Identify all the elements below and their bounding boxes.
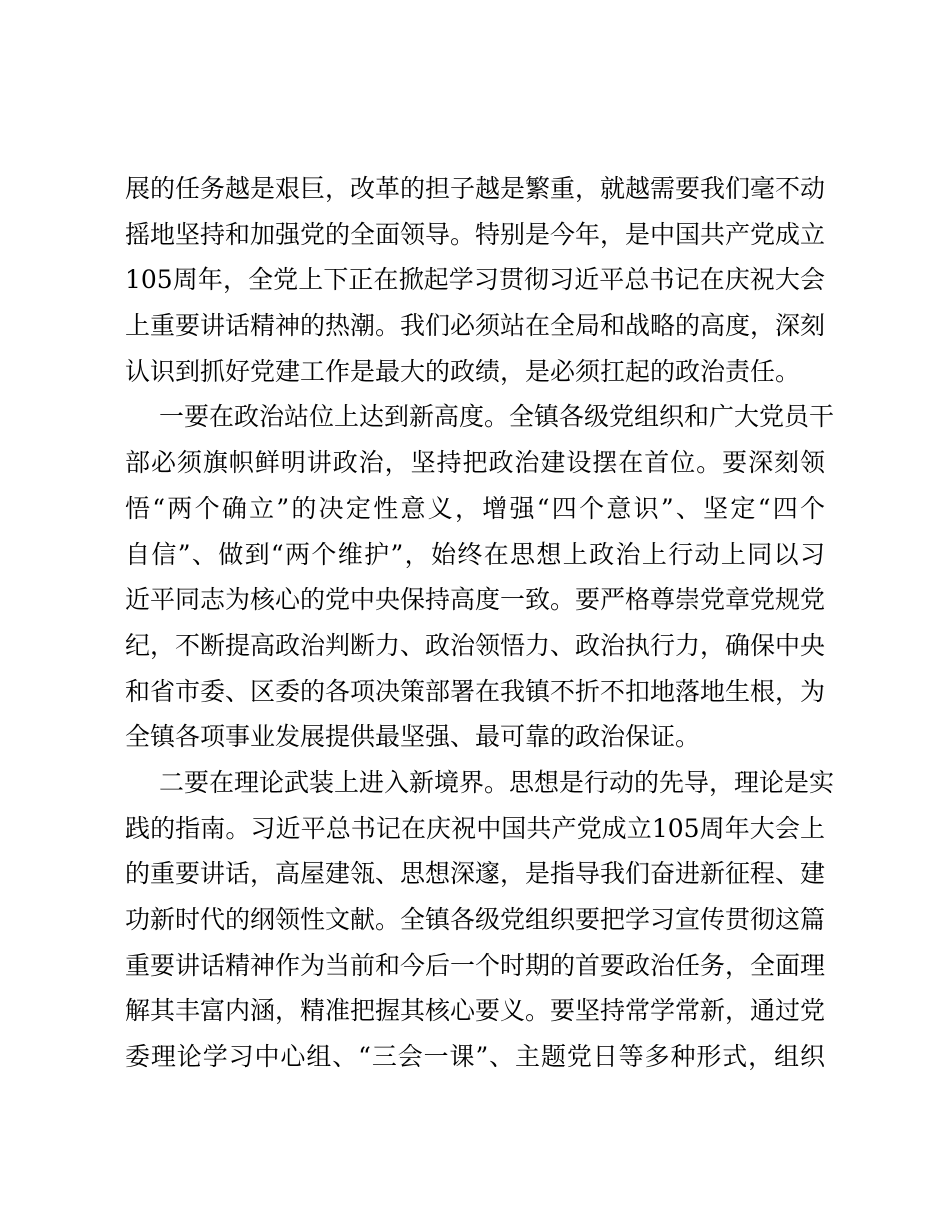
text-line: 和省市委、区委的各项决策部署在我镇不折不扣地落地生根，为: [125, 676, 826, 706]
text-line: 重要讲话精神作为当前和今后一个时期的首要政治任务，全面理: [125, 950, 826, 980]
text-line: 摇地坚持和加强党的全面领导。特别是今年，是中国共产党成立: [125, 219, 826, 249]
text-line: 功新时代的纲领性文献。全镇各级党组织要把学习宣传贯彻这篇: [125, 905, 826, 934]
text-line: 上重要讲话精神的热潮。我们必须站在全局和战略的高度，深刻: [125, 311, 826, 341]
text-line: 解其丰富内涵，精准把握其核心要义。要坚持常学常新，通过党: [125, 996, 826, 1026]
text-line: 全镇各项事业发展提供最坚强、最可靠的政治保证。: [125, 722, 701, 752]
text-line: 105周年，全党上下正在掀起学习贯彻习近平总书记在庆祝大会: [125, 265, 825, 295]
text-line: 认识到抓好党建工作是最大的政绩，是必须扛起的政治责任。: [125, 356, 801, 386]
paragraph-first-line: 二要在理论武装上进入新境界。思想是行动的先导，理论是实: [159, 767, 835, 797]
document-body: [125, 166, 835, 1080]
text-line: 近平同志为核心的党中央保持高度一致。要严格尊崇党章党规党: [125, 585, 826, 615]
text-line: 践的指南。习近平总书记在庆祝中国共产党成立105周年大会上: [125, 813, 825, 843]
text-line: 部必须旗帜鲜明讲政治，坚持把政治建设摆在首位。要深刻领: [125, 448, 825, 478]
text-line: 纪，不断提高政治判断力、政治领悟力、政治执行力，确保中央: [125, 630, 826, 660]
text-line: 展的任务越是艰巨，改革的担子越是繁重，就越需要我们毫不动: [125, 174, 826, 203]
text-line: 委理论学习中心组、“三会一课”、主题党日等多种形式，组织: [125, 1042, 825, 1072]
paragraph-first-line: 一要在政治站位上达到新高度。全镇各级党组织和广大党员干: [159, 402, 835, 432]
text-line: 悟“两个确立”的决定性意义，增强“四个意识”、坚定“四个: [125, 493, 825, 523]
text-line: 的重要讲话，高屋建瓴、思想深邃，是指导我们奋进新征程、建: [125, 859, 826, 889]
text-line: 自信”、做到“两个维护”，始终在思想上政治上行动上同以习: [125, 539, 825, 569]
